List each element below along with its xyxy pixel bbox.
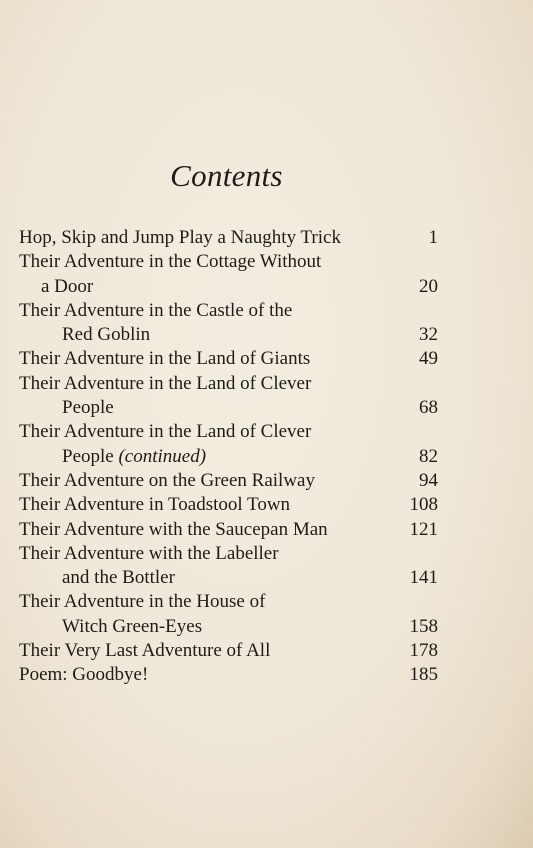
toc-entry [19,372,438,421]
entry-page-number: 185 [409,664,438,686]
table-of-contents [19,226,438,688]
entry-title-italic: (continued) [118,445,207,467]
toc-entry [19,663,438,687]
toc-entry [19,347,438,371]
entry-title: Their Adventure in Toadstool Town [19,494,291,516]
toc-entry [19,518,438,542]
entry-page-number: 20 [419,275,438,297]
entry-title: Their Adventure in the Cottage Without [19,251,322,273]
toc-entry [19,226,438,250]
entry-title: Their Adventure on the Green Railway [19,469,315,491]
entry-title-continued-text: People [62,445,114,467]
entry-title: Hop, Skip and Jump Play a Naughty Trick [19,227,341,248]
entry-page-number: 82 [419,445,438,467]
entry-page-number: 141 [409,567,438,589]
toc-entry [19,469,438,493]
toc-entry [19,590,438,639]
toc-entry [19,493,438,517]
entry-title: Poem: Goodbye! [19,664,149,686]
entry-title: Their Adventure in the Land of Clever [19,372,312,394]
entry-title-continued: a Door [41,275,94,297]
toc-entry [19,639,438,663]
entry-page-number: 32 [419,324,438,346]
entry-page-number: 121 [409,518,438,540]
entry-title: Their Adventure with the Labeller [19,542,279,564]
contents-heading: Contents [170,158,283,193]
entry-title: Their Adventure in the Castle of the [19,299,293,321]
toc-entry [19,542,438,591]
entry-title-continued: Red Goblin [62,324,151,346]
entry-page-number: 1 [428,227,438,248]
toc-entry [19,299,438,348]
entry-title: Their Adventure in the Land of Giants [19,348,311,370]
entry-page-number: 94 [419,469,438,491]
entry-page-number: 178 [409,640,438,662]
entry-page-number: 158 [409,615,438,637]
entry-title-continued: and the Bottler [62,567,175,589]
entry-page-number: 108 [409,494,438,516]
entry-title-continued: People [62,397,114,419]
toc-entry [19,420,438,469]
entry-title-continued [19,445,438,469]
toc-entry [19,250,438,299]
entry-title: Their Adventure with the Saucepan Man [19,518,328,540]
entry-page-number: 49 [419,348,438,370]
entry-title: Their Adventure in the House of [19,591,266,613]
entry-title-continued: Witch Green-Eyes [62,615,203,637]
entry-title: Their Very Last Adventure of All [19,640,271,662]
entry-title: Their Adventure in the Land of Clever [19,421,312,443]
entry-page-number: 68 [419,397,438,419]
